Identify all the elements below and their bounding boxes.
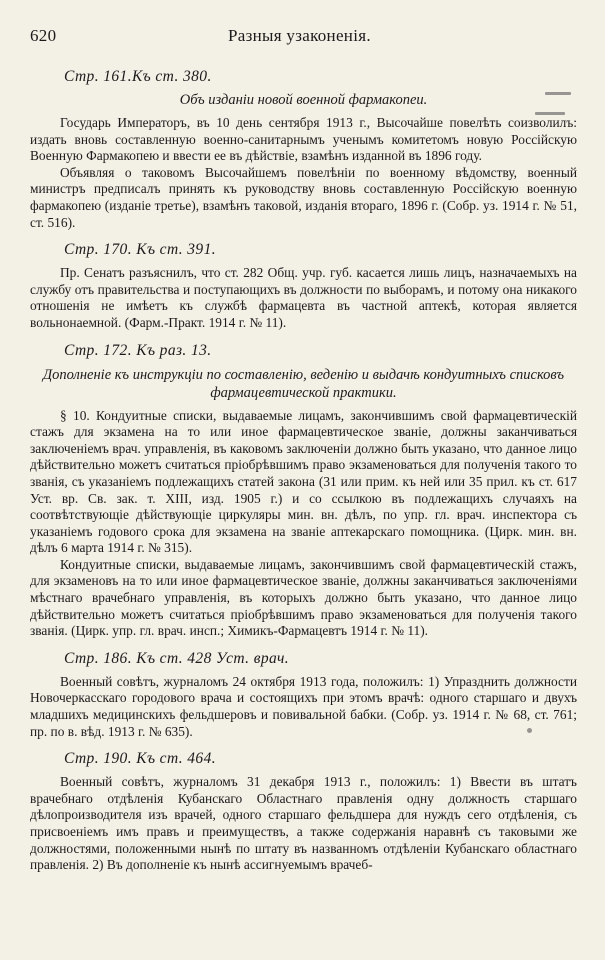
section-stp-186 (30, 650, 577, 740)
section-stp-190 (30, 750, 577, 874)
paragraph: § 10. Кондуитные списки, выдаваемые лицамъ, закончившимъ свой фармацевтическій стажъ для экзамена на то или иное фармацевтическое званіе, должны заканчиваться заключеніемъ врач. управленія, въ каковомъ заключеніи должно быть указано, что данное лицо дѣйствительно можетъ считаться пріобрѣвшимъ право экзаменоваться для полученія такого то званія, съ указаніемъ подлежащихъ статей закона (31 или прим. къ ней или 35 прил. къ ст. 617 Уст. вр. Св. зак. т. XIII, изд. 1905 г.) и со ссылкою въ подлежащихъ случаяхъ на соотвѣтствующіе дѣйствующіе циркуляры мин. вн. дѣлъ, по упр. гл. врач. инспектора съ указаніемъ годового срока для экзамена на званіе аптекарскаго помощника. (Цирк. мин. вн. дѣлъ 6 марта 1914 г. № 315). (30, 407, 577, 556)
running-title: Разныя узаконенія. (228, 26, 371, 45)
page-number: 620 (30, 26, 57, 45)
paragraph: Военный совѣтъ, журналомъ 31 декабря 1913 г., положилъ: 1) Ввести въ штатъ врачебнаго отдѣленія Кубанскаго Областнаго правленія одну должность старшаго дѣлопроизводителя изъ врачей, одного старшаго фельдшера для нуждъ сего отдѣленія, съ присвоеніемъ имъ правъ и преимуществъ, а также содержанія наравнѣ съ таковыми же должностями, положенными нынѣ по штату въ названномъ отдѣленіи Кубанскаго областнаго правленія. 2) Въ дополненіе къ нынѣ ассигнуемымъ врачеб- (30, 774, 577, 873)
section-stp-172 (30, 342, 577, 640)
section-subheading: Дополненіе къ инструкціи по составленію, веденію и выдачѣ кондуитныхъ списковъ фармацевтической практики. (42, 366, 565, 401)
running-head (30, 26, 577, 46)
section-heading: Стр. 172. Къ раз. 13. (64, 341, 212, 359)
print-smudge (545, 92, 571, 95)
section-heading: Стр. 186. Къ ст. 428 Уст. врач. (64, 649, 290, 667)
print-smudge (527, 728, 532, 733)
section-subheading: Объ изданіи новой военной фармакопеи. (179, 92, 428, 108)
section-heading: Стр. 170. Къ ст. 391. (64, 241, 217, 259)
paragraph: Военный совѣтъ, журналомъ 24 октября 1913 года, положилъ: 1) Упразднить должности Новочеркасскаго городового врача и состоящихъ при этомъ врачѣ: одного старшаго и двухъ младшихъ медицинскихъ фельдшеровъ и повивальной бабки. (Собр. уз. 1914 г. № 68, ст. 761; пр. по в. вѣд. 1913 г. № 635). (30, 673, 577, 739)
section-heading: Стр. 190. Къ ст. 464. (64, 750, 217, 768)
paragraph: Кондуитные списки, выдаваемые лицамъ, закончившимъ свой фармацевтическій стажъ, для экзаменовъ на то или иное фармацевтическое званіе, должны заканчиваться заключеніями мѣстнаго врачебнаго управленія, въ которыхъ должно быть указано, что данное лицо дѣйствительно можетъ считаться пріобрѣвшимъ право экзаменоваться для полученія такого званія. (Цирк. упр. гл. врач. инсп.; Химикъ-Фармацевтъ 1914 г. № 11). (30, 556, 577, 639)
section-stp-170 (30, 241, 577, 331)
section-stp-161 (30, 68, 577, 231)
paragraph: Государь Императоръ, въ 10 день сентября 1913 г., Высочайше повелѣть соизволилъ: издать вновь составленную военно-санитарнымъ ученымъ комитетомъ новую Россійскую Военную Фармакопею и ввести ее въ дѣйствіе, взамѣнъ изданной въ 1896 году. (30, 115, 577, 164)
paragraph: Объявляя о таковомъ Высочайшемъ повелѣніи по военному вѣдомству, военный министръ предписалъ принять къ руководству вновь составленную Россійскую военную фармакопею (изданіе третье), взамѣнъ таковой, изданія втораго, 1896 г. (Собр. уз. 1914 г. № 51, ст. 516). (30, 164, 577, 230)
paragraph: Пр. Сенатъ разъяснилъ, что ст. 282 Общ. учр. губ. касается лишь лицъ, назначаемыхъ на службу отъ правительства и поступающихъ въ должности по выборамъ, и потому она никакого отношенія не имѣетъ къ службѣ фармацевта въ частной аптекѣ, которая является вольнонаемной. (Фарм.-Практ. 1914 г. № 11). (30, 265, 577, 330)
print-smudge (535, 112, 565, 115)
section-heading: Стр. 161.Къ ст. 380. (64, 68, 212, 85)
